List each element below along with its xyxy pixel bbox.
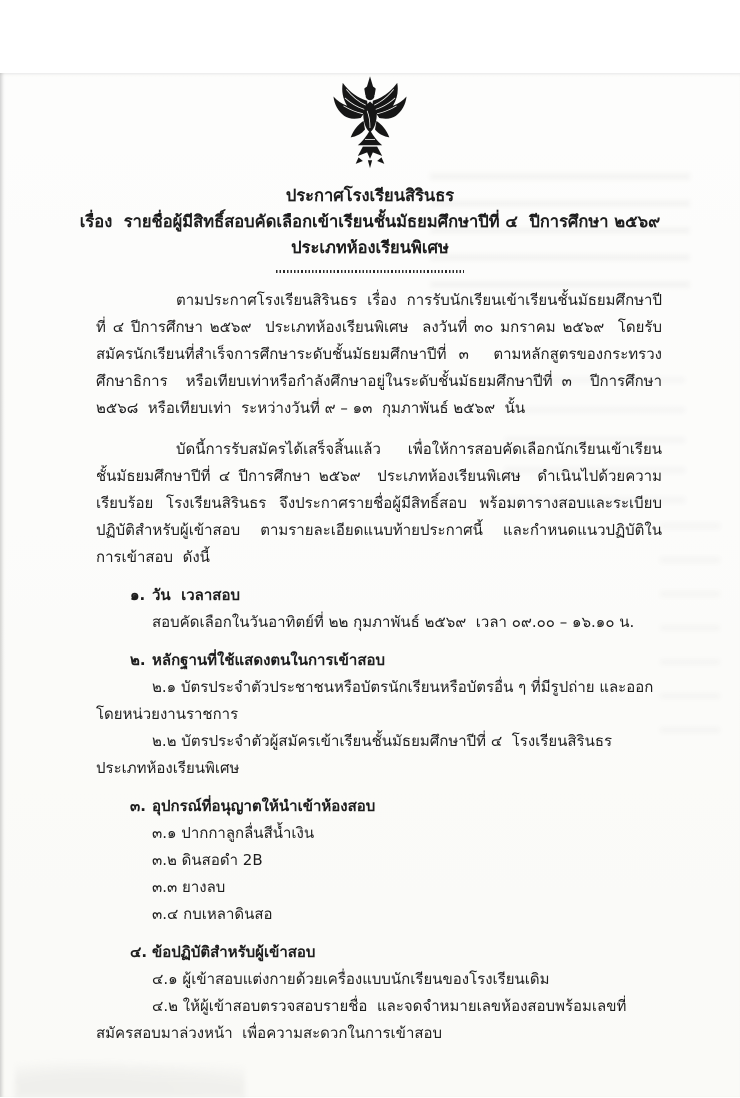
- section-examinee-rules: [96, 939, 662, 1047]
- intro-paragraph: ตามประกาศโรงเรียนสิรินธร เรื่อง การรับนักเรียนเข้าเรียนชั้นมัธยมศึกษาปีที่ ๔ ปีการศึกษา ๒๕๖๙ ประเภทห้องเรียนพิเศษ ลงวันที่ ๓๐ มกราคม ๒๕๖๙ โดยรับสมัครนักเรียนที่สำเร็จการศึกษาระดับชั้นมัธยมศึกษาปีที่ ๓ ตามหลักสูตรของกระทรวงศึกษาธิการ หรือเทียบเท่าหรือกำลังศึกษาอยู่ในระดับชั้นมัธยมศึกษาปีที่ ๓ ปีการศึกษา ๒๕๖๘ หรือเทียบเท่า ระหว่างวันที่ ๙ – ๑๓ กุมภาพันธ์ ๒๕๖๙ นั้น: [96, 291, 667, 417]
- section-number: ๒.: [130, 651, 146, 669]
- announcement-category: ประเภทห้องเรียนพิเศษ: [291, 238, 449, 257]
- section-item: ๓.๔ กบเหลาดินสอ: [152, 905, 273, 923]
- garuda-emblem-icon: [327, 73, 413, 173]
- section-number: ๑.: [130, 586, 146, 604]
- section-heading-text: ข้อปฏิบัติสำหรับผู้เข้าสอบ: [152, 943, 316, 961]
- section-exam-datetime: [96, 582, 662, 636]
- section-heading-text: หลักฐานที่ใช้แสดงตนในการเข้าสอบ: [152, 651, 386, 669]
- section-item: ๔.๒ ให้ผู้เข้าสอบตรวจสอบรายชื่อ และจดจำหมายเลขห้องสอบพร้อมเลขที่สมัครสอบมาล่วงหน้า เพื่อความสะดวกในการเข้าสอบ: [96, 997, 627, 1042]
- section-heading: [130, 939, 662, 966]
- section-item: ๒.๒ บัตรประจำตัวผู้สมัครเข้าเรียนชั้นมัธยมศึกษาปีที่ ๔ โรงเรียนสิรินธร ประเภทห้องเรียนพิเศษ: [96, 732, 617, 777]
- section-heading-text: วัน เวลาสอบ: [152, 586, 240, 604]
- section-allowed-equipment: [96, 793, 662, 928]
- scanned-document-page: [0, 73, 740, 1097]
- section-item: ๒.๑ บัตรประจำตัวประชาชนหรือบัตรนักเรียนหรือบัตรอื่น ๆ ที่มีรูปถ่าย และออกโดยหน่วยงานราชการ: [96, 678, 654, 723]
- section-item: ๓.๓ ยางลบ: [152, 878, 226, 896]
- section-heading: [130, 793, 662, 820]
- section-heading: [130, 582, 662, 609]
- section-item: ๓.๒ ดินสอดำ 2B: [152, 851, 263, 869]
- section-number: ๔.: [130, 943, 148, 961]
- section-heading: [130, 647, 662, 674]
- announcement-paragraph: บัดนี้การรับสมัครได้เสร็จสิ้นแล้ว เพื่อให้การสอบคัดเลือกนักเรียนเข้าเรียนชั้นมัธยมศึกษาปีที่ ๔ ปีการศึกษา ๒๕๖๙ ประเภทห้องเรียนพิเศษ ดำเนินไปด้วยความเรียบร้อย โรงเรียนสิรินธร จึงประกาศรายชื่อผู้มีสิทธิ์สอบ พร้อมตารางสอบและระเบียบปฏิบัติสำหรับผู้เข้าสอบ ตามรายละเอียดแนบท้ายประกาศนี้ และกำหนดแนวปฏิบัติในการเข้าสอบ ดังนี้: [96, 440, 662, 566]
- section-number: ๓.: [130, 797, 146, 815]
- section-item: ๓.๑ ปากกาลูกลื่นสีน้ำเงิน: [152, 824, 315, 842]
- section-id-evidence: [96, 647, 662, 782]
- document-body: [0, 287, 740, 1047]
- section-item: สอบคัดเลือกในวันอาทิตย์ที่ ๒๒ กุมภาพันธ์ ๒๕๖๙ เวลา ๐๙.๐๐ – ๑๖.๑๐ น.: [152, 613, 635, 631]
- dotted-separator: [276, 270, 464, 273]
- section-item: ๔.๑ ผู้เข้าสอบแต่งกายด้วยเครื่องแบบนักเรียนของโรงเรียนเดิม: [152, 970, 550, 988]
- announcement-subject: เรื่อง รายชื่อผู้มีสิทธิ์สอบคัดเลือกเข้าเรียนชั้นมัธยมศึกษาปีที่ ๔ ปีการศึกษา ๒๕๖๙: [79, 212, 661, 231]
- announcement-title: ประกาศโรงเรียนสิรินธร: [285, 186, 455, 205]
- section-heading-text: อุปกรณ์ที่อนุญาตให้นำเข้าห้องสอบ: [152, 797, 376, 815]
- scan-bleedthrough-artifact: [15, 1058, 245, 1098]
